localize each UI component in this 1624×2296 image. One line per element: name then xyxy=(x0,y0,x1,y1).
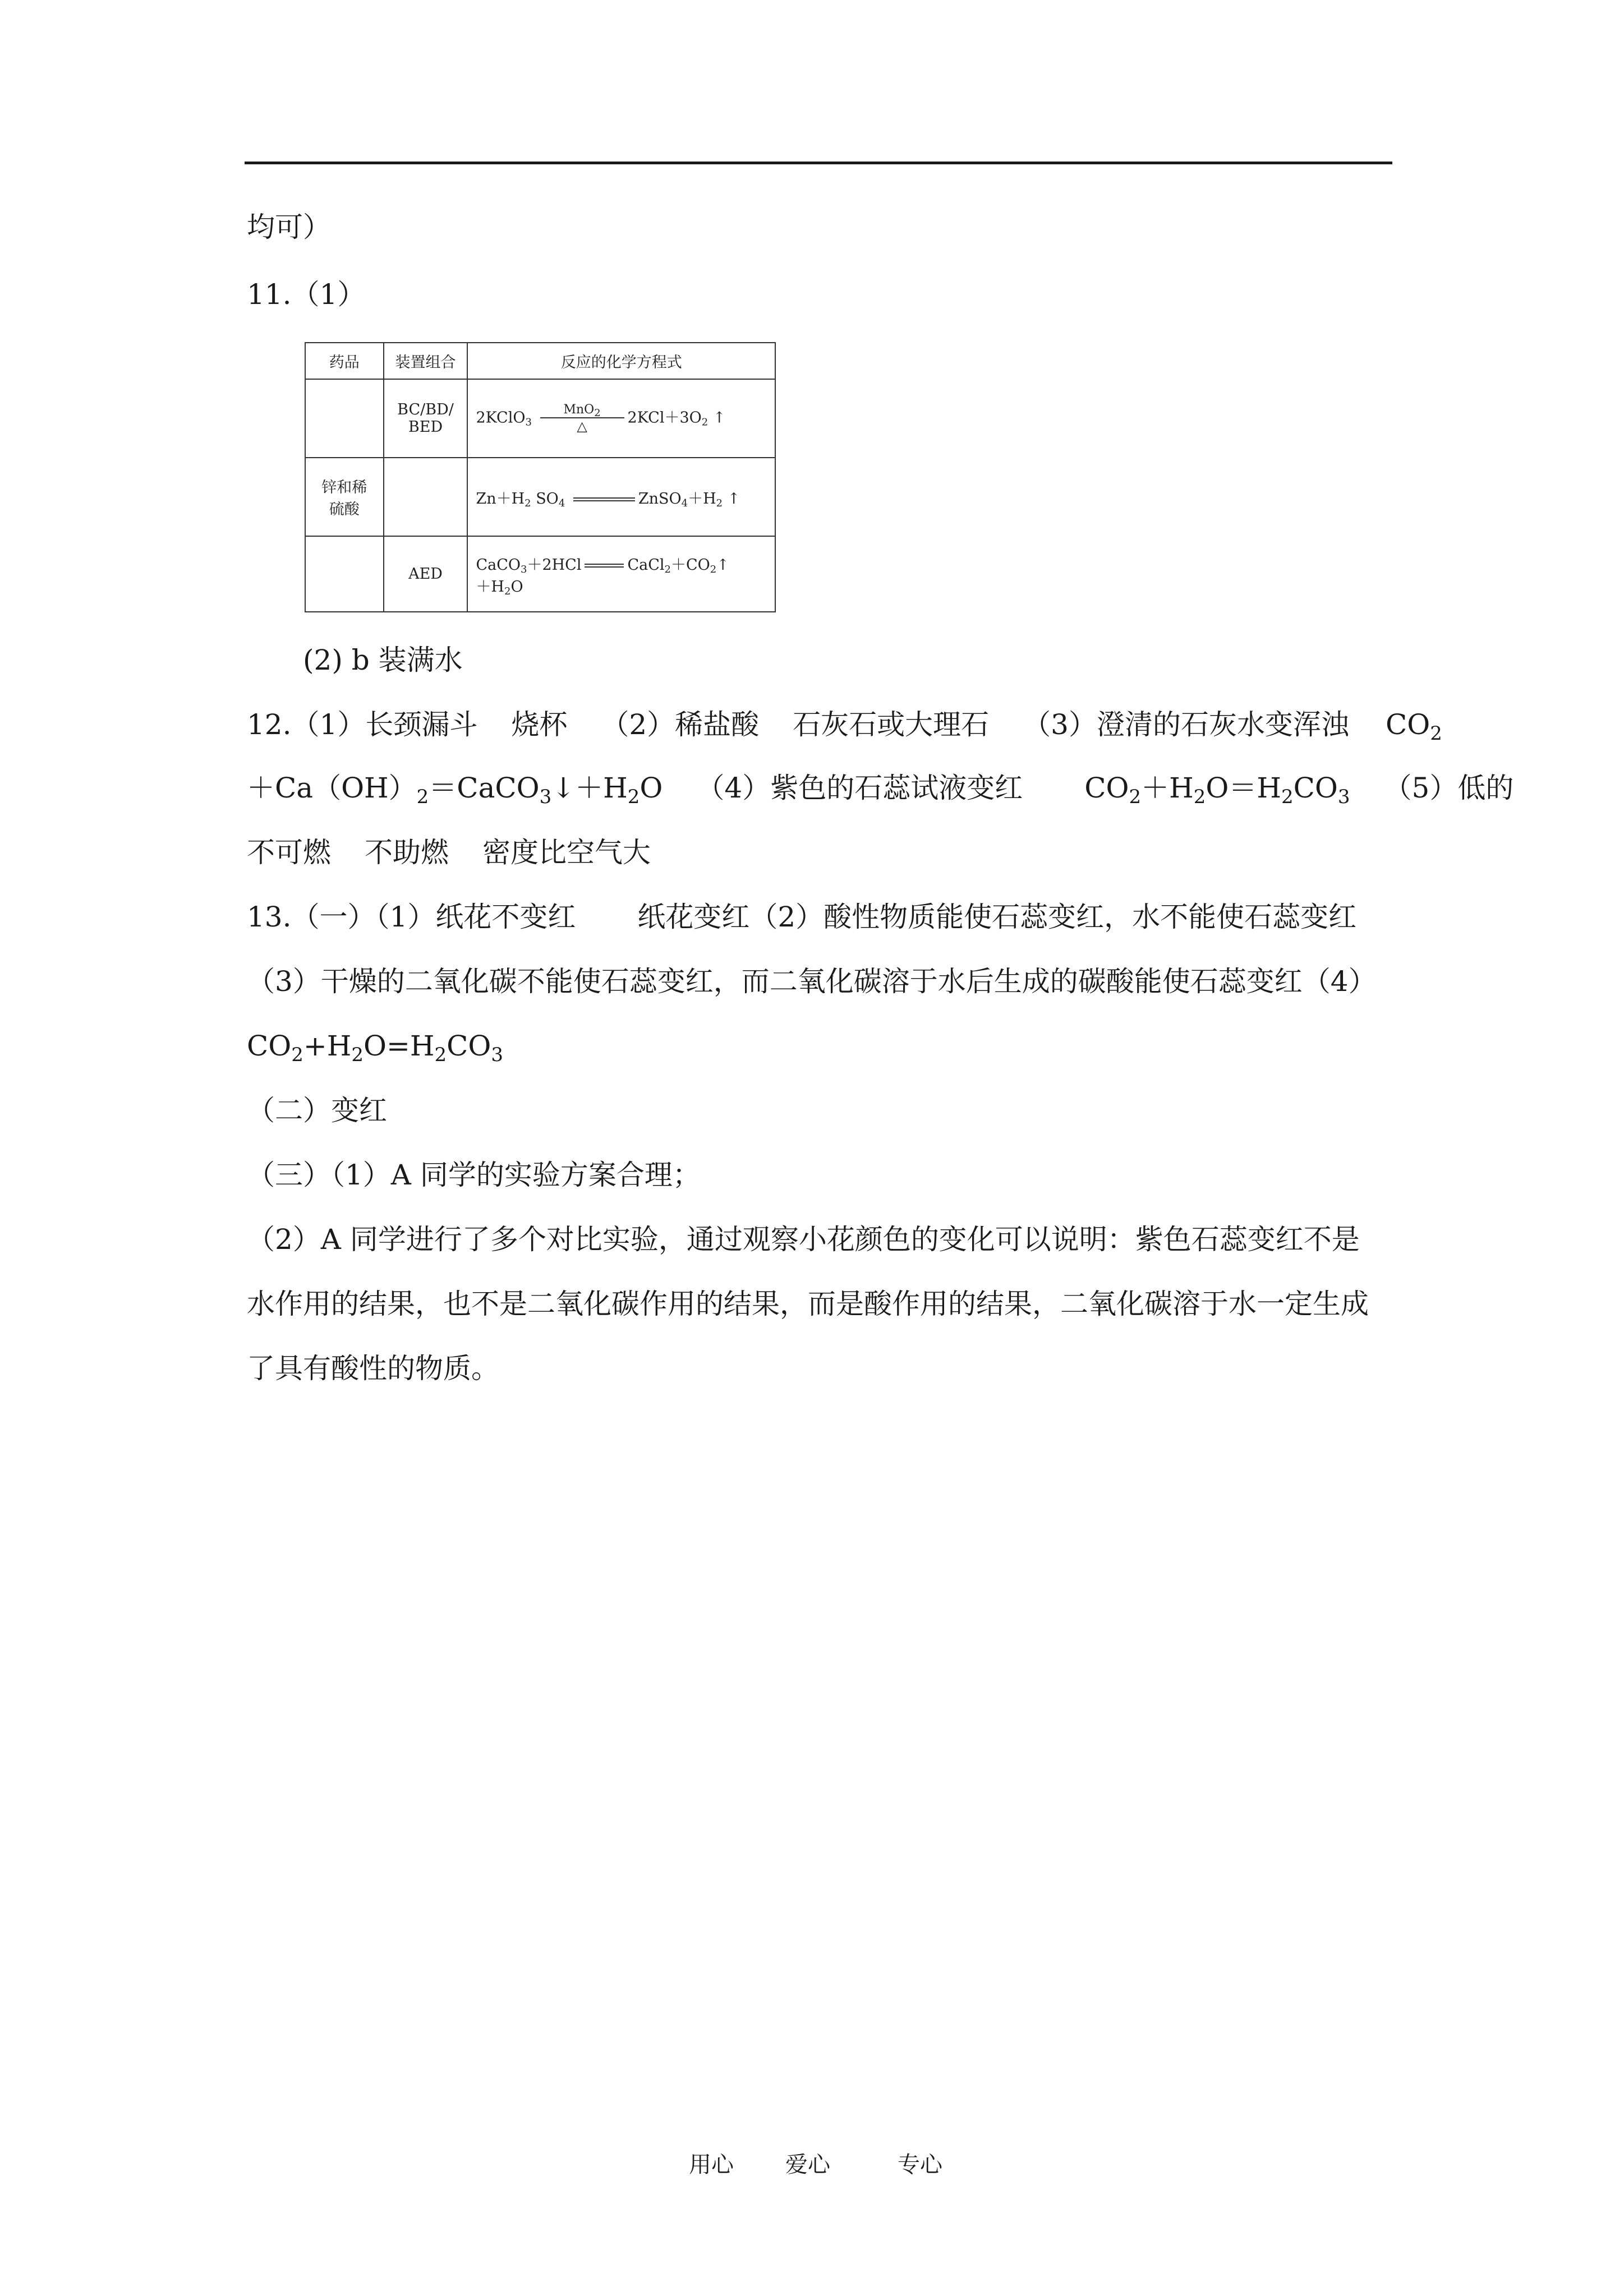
col-header-drug: 药品 xyxy=(305,343,384,379)
col-header-apparatus: 装置组合 xyxy=(384,343,468,379)
row1-drug xyxy=(305,379,384,458)
q13-part-three-2c: 了具有酸性的物质。 xyxy=(247,1352,499,1385)
q13-line3: $CO_2+H_2O=H_2CO_3$ xyxy=(247,1030,504,1066)
row3-equation: CaCO3＋2HCl CaCl2＋CO2↑ ＋H2O xyxy=(467,536,775,612)
row1-apparatus: BC/BD/ BED xyxy=(384,379,468,458)
row2-drug: 锌和稀 硫酸 xyxy=(305,458,384,536)
row2-apparatus xyxy=(384,458,468,536)
continuation-text: 均可） xyxy=(247,211,331,243)
q13-line2: （3）干燥的二氧化碳不能使石蕊变红，而二氧化碳溶于水后生成的碳酸能使石蕊变红（4） xyxy=(247,965,1377,998)
footer-text-2: 爱心 xyxy=(785,2152,830,2178)
q12-line2: $+Ca(OH)_2=CaCO_3↓+H_2O$ （4）紫色的石蕊试液变红 $CO_2+H_2O=H_2CO_3$ （5）低的 xyxy=(247,772,1514,808)
catalyst-condition: $\frac{MnO_2}{\triangle}$ xyxy=(540,403,624,434)
reaction-table xyxy=(305,342,776,607)
q12-line1-formula: $CO_2$ xyxy=(1386,708,1442,745)
q13-line1: 13.（一）（1）纸花不变红 纸花变红（2）酸性物质能使石蕊变红，水不能使石蕊变红 xyxy=(247,901,1357,933)
row3-apparatus: AED xyxy=(384,536,468,612)
footer-text-1: 用心 xyxy=(689,2152,734,2178)
q12-line3: 不可燃 不助燃 密度比空气大 xyxy=(247,836,651,869)
q11-part2: (2) b 装满水 xyxy=(303,644,463,676)
q13-part-two: （二）变红 xyxy=(247,1094,387,1127)
q13-part-three-1: （三）（1）A 同学的实验方案合理； xyxy=(247,1159,701,1191)
q13-part-three-2a: （2）A 同学进行了多个对比实验，通过观察小花颜色的变化可以说明：紫色石蕊变红不是 xyxy=(247,1223,1360,1256)
row3-drug xyxy=(305,536,384,612)
row1-equation: 2KClO3 $\frac{MnO_2}{\triangle}$ 2KCl＋3O2 ↑ xyxy=(467,379,775,458)
row2-equation: Zn＋H2 SO4 ZnSO4＋H2 ↑ xyxy=(467,458,775,536)
q13-part-three-2b: 水作用的结果，也不是二氧化碳作用的结果，而是酸作用的结果，二氧化碳溶于水一定生成 xyxy=(247,1288,1369,1320)
header-rule xyxy=(245,162,1392,164)
q12-line1: 12.（1）长颈漏斗 烧杯 （2）稀盐酸 石灰石或大理石 （3）澄清的石灰水变浑浊 xyxy=(247,708,1349,741)
col-header-equation: 反应的化学方程式 xyxy=(467,343,775,379)
q11-label: 11.（1） xyxy=(247,278,366,311)
footer-text-3: 专心 xyxy=(898,2152,942,2178)
